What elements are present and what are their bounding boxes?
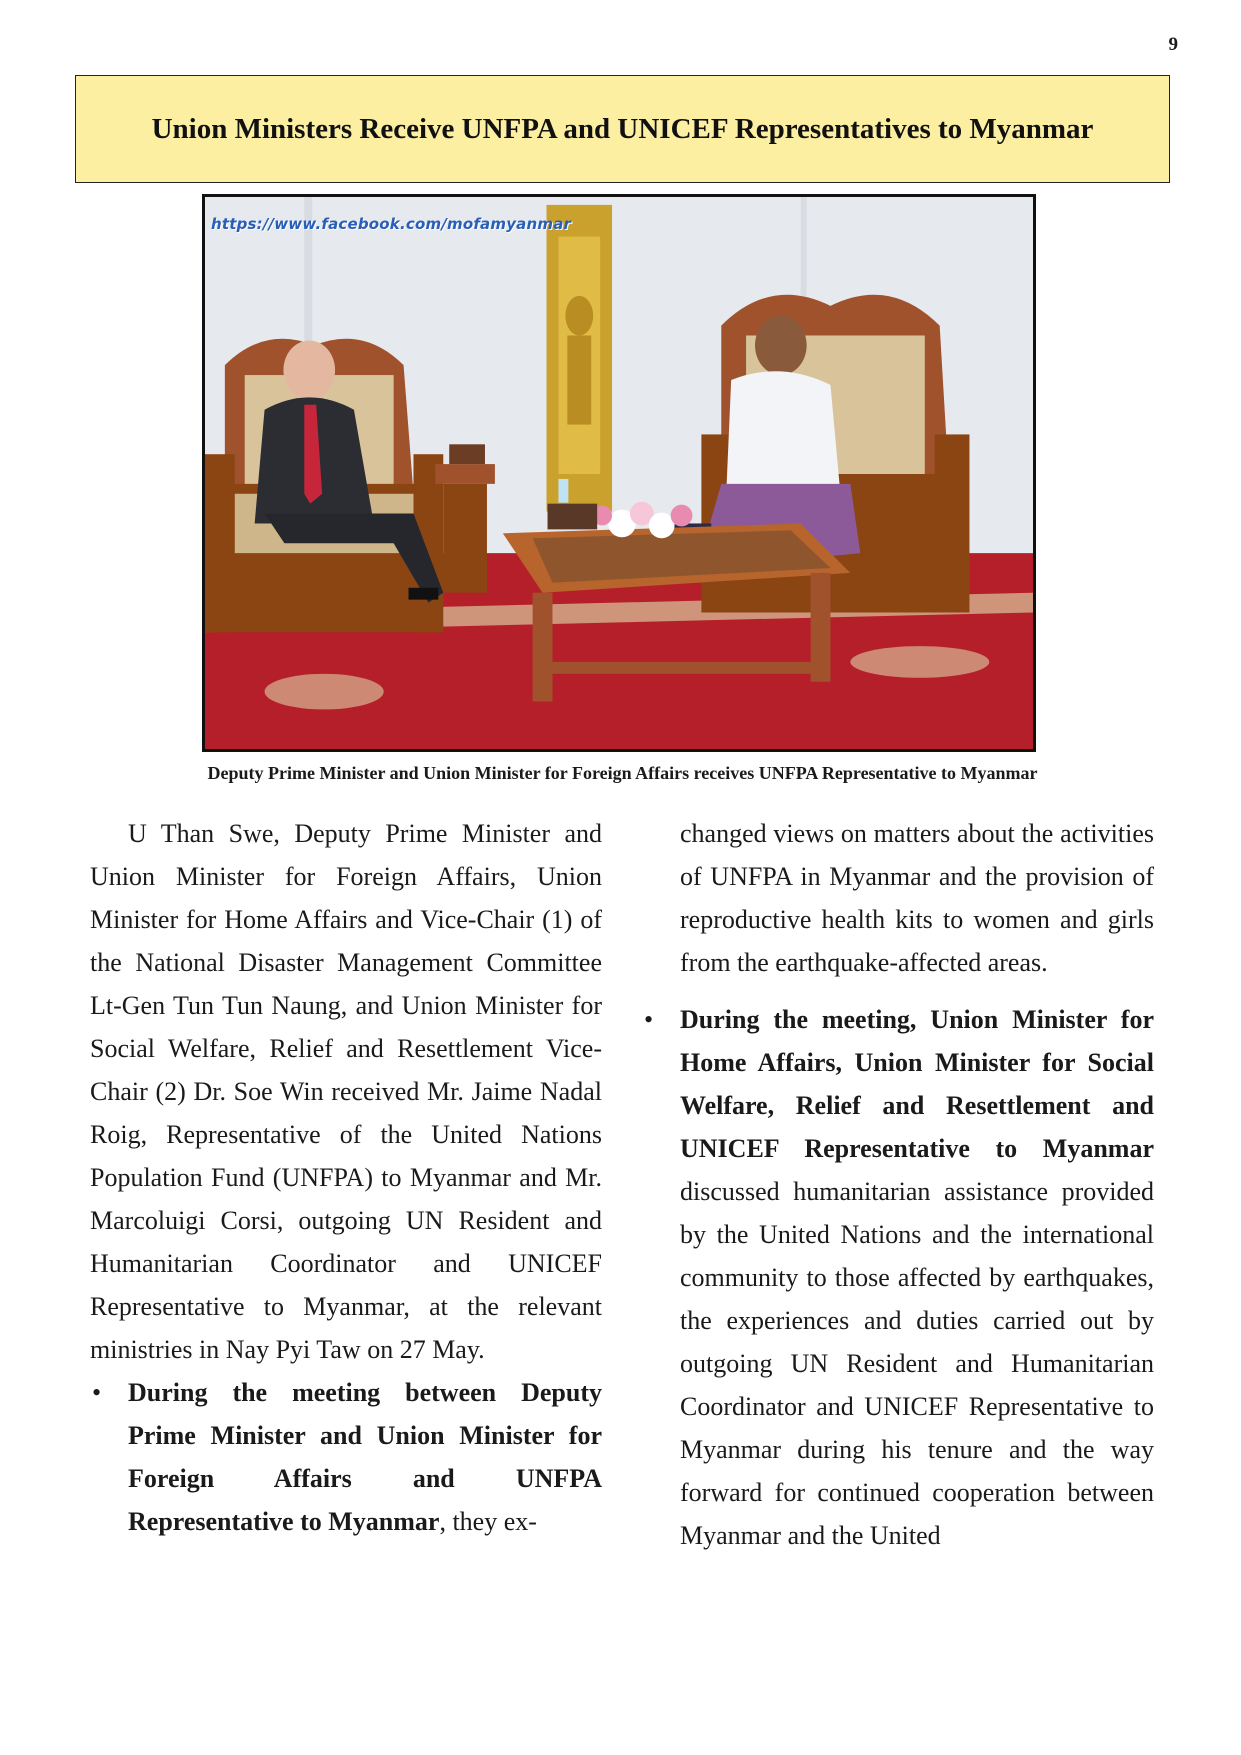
bullet-1-continuation: changed views on matters about the activities of UNFPA in Myanmar and the provision of reproductive health kits to women and girls from the earthquake-affected areas. [680,819,1154,977]
photo-caption: Deputy Prime Minister and Union Minister for Foreign Affairs receives UNFPA Representative to Myanmar [207,763,1038,783]
bullet-item-2 [642,998,1154,1557]
bullet-1-text: , they ex- [439,1507,537,1536]
page-number: 9 [1168,34,1178,55]
article-column-right [644,812,1154,1557]
bullet-1-bold-lead: During the meeting between Deputy Prime Minister and Union Minister for Foreign Affairs and UNFPA Representative to Myanmar [128,1378,602,1536]
headline-banner [75,75,1170,183]
bullet-2-bold-lead: During the meeting, Union Minister for Home Affairs, Union Minister for Social Welfare, Relief and Resettlement and UNICEF Representative to Myanmar [680,1005,1154,1163]
news-photo [202,194,1036,752]
article-column-left [90,812,602,1543]
bullet-2-text: discussed humanitarian assistance provided by the United Nations and the international community to those affected by earthquakes, the experiences and duties carried out by outgoing UN Resident and Humanitarian Coordinator and UNICEF Representative to Myanmar during his tenure and the way forward for continued cooperation between Myanmar and the United [680,1177,1154,1550]
photo-watermark: https://www.facebook.com/mofamyanmar [211,215,572,233]
bullet-item-1 [90,1371,602,1543]
article-paragraph: U Than Swe, Deputy Prime Minister and Union Minister for Foreign Affairs, Union Minister for Home Affairs and Vice-Chair (1) of the National Disaster Management Committee Lt-Gen Tun Tun Naung, and Union Minister for Social Welfare, Relief and Resettlement Vice-Chair (2) Dr. Soe Win received Mr. Jaime Nadal Roig, Representative of the United Nations Population Fund (UNFPA) to Myanmar and Mr. Marcoluigi Corsi, outgoing UN Resident and Humanitarian Coordinator and UNICEF Representative to Myanmar, at the relevant ministries in Nay Pyi Taw on 27 May. [90,819,602,1364]
bullet-icon: • [644,1005,654,1034]
bullet-icon: • [92,1378,102,1407]
headline: Union Ministers Receive UNFPA and UNICEF Representatives to Myanmar [151,112,1094,145]
photo-illustration [205,197,1033,749]
